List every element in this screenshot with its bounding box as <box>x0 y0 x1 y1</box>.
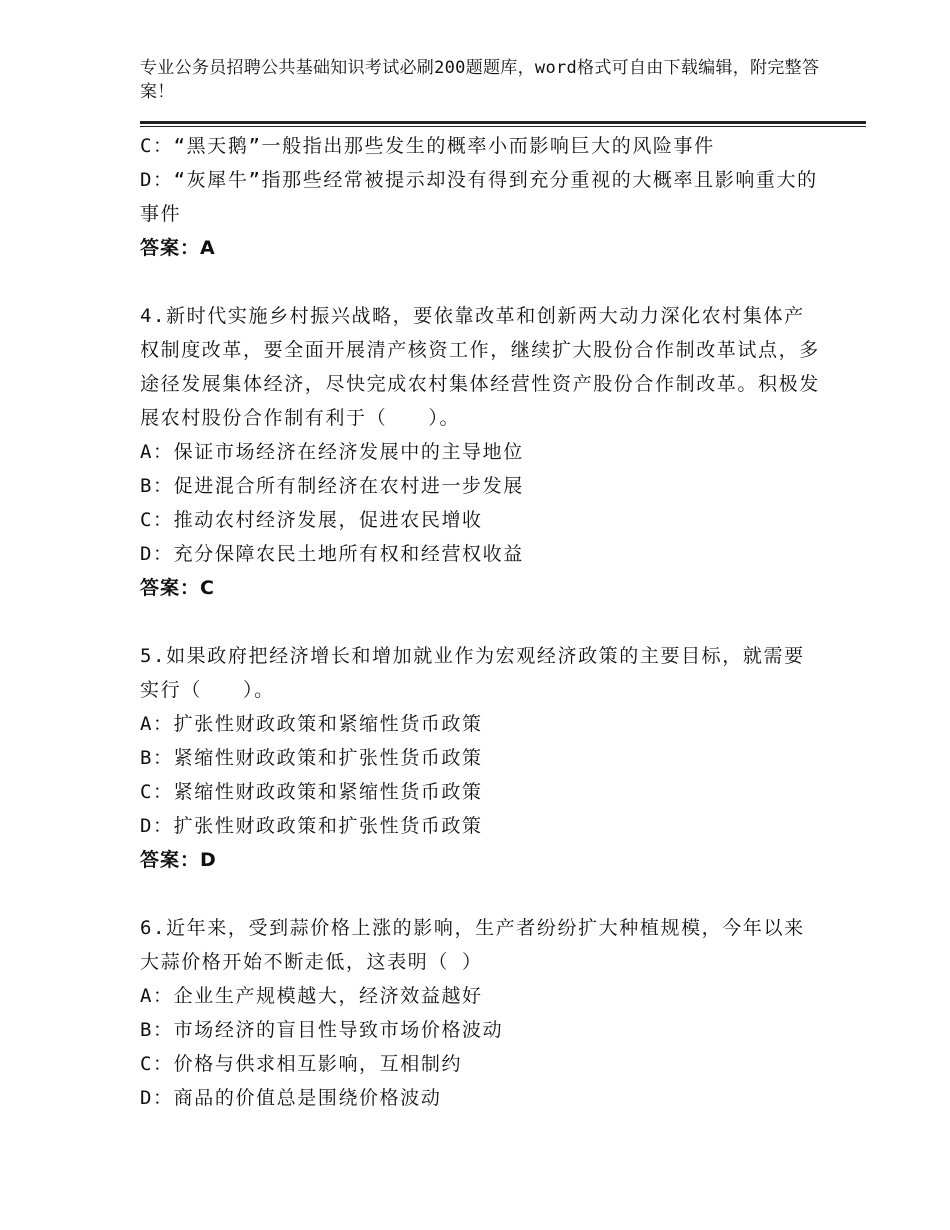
q3-option-c: C：“黑天鹅”一般指出那些发生的概率小而影响巨大的风险事件 <box>140 135 715 157</box>
q5-option-b: B：紧缩性财政政策和扩张性货币政策 <box>140 747 483 769</box>
q4-stem: 4.新时代实施乡村振兴战略，要依靠改革和创新两大动力深化农村集体产权制度改革，要全面开展清产核资工作，继续扩大股份合作制改革试点，多途径发展集体经济，尽快完成农村集体经营性资产股份合作制改革。积极发展农村股份合作制有利于（ ）。 <box>140 305 820 429</box>
q6-option-a: A：企业生产规模越大，经济效益越好 <box>140 985 483 1007</box>
q4-option-b: B：促进混合所有制经济在农村进一步发展 <box>140 475 524 497</box>
q5-option-a: A：扩张性财政政策和紧缩性货币政策 <box>140 713 483 735</box>
question-4 <box>140 299 820 605</box>
spacer <box>140 605 820 639</box>
question-3 <box>140 129 820 265</box>
q4-option-c: C：推动农村经济发展，促进农民增收 <box>140 509 483 531</box>
question-6 <box>140 911 820 1115</box>
q6-stem: 6.近年来，受到蒜价格上涨的影响，生产者纷纷扩大种植规模，今年以来大蒜价格开始不断走低，这表明（ ） <box>140 917 805 973</box>
q6-option-c: C：价格与供求相互影响，互相制约 <box>140 1053 463 1075</box>
q6-option-b: B：市场经济的盲目性导致市场价格波动 <box>140 1019 504 1041</box>
q6-option-d: D：商品的价值总是围绕价格波动 <box>140 1087 442 1109</box>
header-text: 专业公务员招聘公共基础知识考试必刷200题题库，word格式可自由下载编辑，附完整答案！ <box>140 58 820 102</box>
q5-option-c: C：紧缩性财政政策和紧缩性货币政策 <box>140 781 483 803</box>
q3-option-d: D：“灰犀牛”指那些经常被提示却没有得到充分重视的大概率且影响重大的事件 <box>140 169 818 225</box>
page-header <box>140 56 830 104</box>
q5-answer: 答案：D <box>140 849 217 871</box>
q3-answer: 答案：A <box>140 237 216 259</box>
header-rule-thin <box>140 126 866 127</box>
q4-option-d: D：充分保障农民土地所有权和经营权收益 <box>140 543 524 565</box>
question-5 <box>140 639 820 877</box>
q4-option-a: A：保证市场经济在经济发展中的主导地位 <box>140 441 524 463</box>
q4-answer: 答案：C <box>140 577 215 599</box>
q5-option-d: D：扩张性财政政策和扩张性货币政策 <box>140 815 483 837</box>
question-content <box>140 129 820 1115</box>
header-rule-thick <box>140 121 866 124</box>
spacer <box>140 265 820 299</box>
spacer <box>140 877 820 911</box>
q5-stem: 5.如果政府把经济增长和增加就业作为宏观经济政策的主要目标，就需要实行（ ）。 <box>140 645 805 701</box>
